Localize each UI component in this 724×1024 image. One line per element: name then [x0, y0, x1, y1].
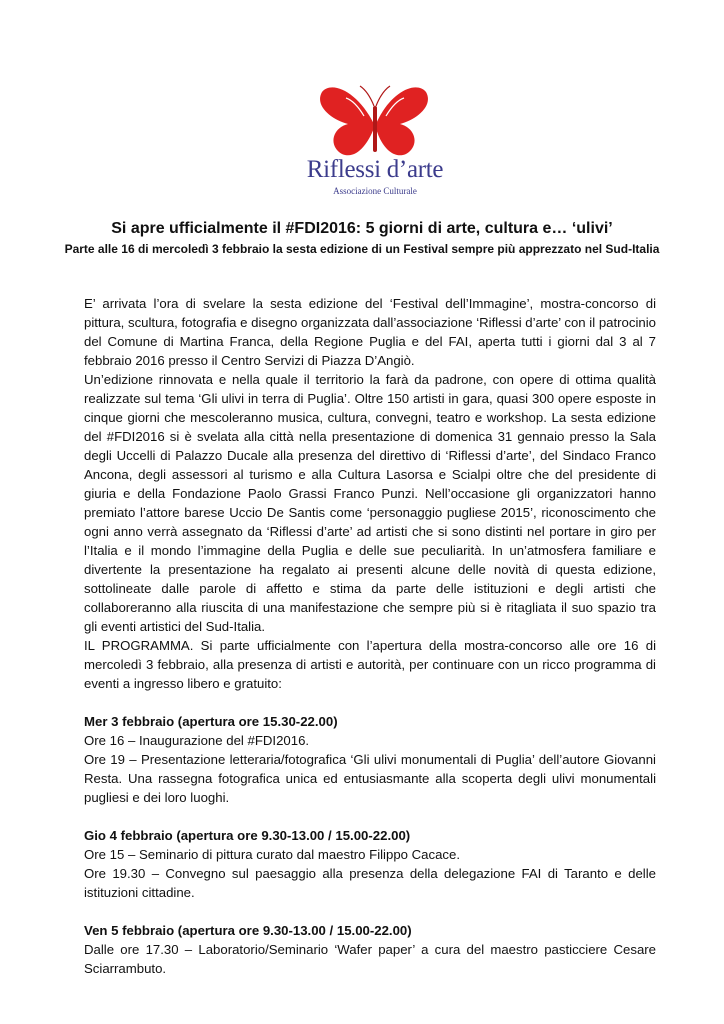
- logo-brand-name: Riflessi d’arte: [306, 156, 444, 183]
- list-item: Dalle ore 17.30 – Laboratorio/Seminario ‘Wafer paper’ a cura del maestro pasticciere Cesare Sciarrambuto.: [84, 942, 656, 976]
- paragraph: E’ arrivata l’ora di svelare la sesta edizione del ‘Festival dell’Immagine’, mostra-concorso di pittura, scultura, fotografia e disegno organizzata dall’associazione ‘Riflessi d’arte’ con il patrocinio del Comune di Martina Franca, della Regione Puglia e del FAI, aperta tutti i giorni dal 3 al 7 febbraio 2016 presso il Centro Servizi di Piazza D’Angiò.: [84, 296, 657, 368]
- list-item: Ore 15 – Seminario di pittura curato dal maestro Filippo Cacace.: [84, 847, 461, 862]
- logo-subtitle: Associazione Culturale: [333, 186, 417, 196]
- paragraph: Un’edizione rinnovata e nella quale il territorio la farà da padrone, con opere di ottima qualità realizzate sul tema ‘Gli ulivi in terra di Puglia’. Oltre 150 artisti in gara, quasi 300 opere esposte in cinque giorni che mescoleranno musica, cultura, convegni, teatro e workshop. La sesta edizione del #FDI2016 si è svelata alla città nella presentazione di domenica 31 gennaio presso la Sala degli Uccelli di Palazzo Ducale alla presenza del direttivo di ‘Riflessi d’arte’, del Sindaco Franco Ancona, degli assessori al turismo e alla Cultura Lasorsa e Scialpi oltre che del presidente di giuria e della Fondazione Paolo Grassi Franco Punzi. Nell’occasione gli organizzatori hanno premiato l’attore barese Uccio De Santis come ‘personaggio pugliese 2015’, riconoscimento che ogni anno verrà assegnato da ‘Riflessi d’arte’ ad artisti che si sono distinti nel portare in giro per l’Italia e il mondo l’immagine della Puglia e delle sue peculiarità. In un’atmosfera familiare e divertente la presentazione ha regalato ai presenti alcune delle novità di questa edizione, sottolineate dalle parole di affetto e stima da parte delle istituzioni e degli artisti che collaboreranno alla riuscita di una manifestazione che sempre più si è ritagliata il suo spazio tra gli eventi artistici del Sud-Italia.: [84, 372, 656, 634]
- day-heading: Ven 5 febbraio (apertura ore 9.30-13.00 / 15.00-22.00): [84, 923, 412, 938]
- list-item: Ore 19.30 – Convegno sul paesaggio alla presenza della delegazione FAI di Taranto e delle istituzioni cittadine.: [84, 866, 656, 900]
- butterfly-logo-icon: [318, 84, 432, 160]
- page-title: Si apre ufficialmente il #FDI2016: 5 giorni di arte, cultura e… ‘ulivi’: [111, 220, 613, 237]
- list-item: Ore 16 – Inaugurazione del #FDI2016.: [84, 733, 310, 748]
- list-item: Ore 19 – Presentazione letteraria/fotografica ‘Gli ulivi monumentali di Puglia’ dell’autore Giovanni Resta. Una rassegna fotografica unica ed entusiasmante alla scoperta degli ulivi monumentali pugliesi e dei loro luoghi.: [84, 752, 656, 805]
- riflessi-darte-logo: [300, 84, 450, 200]
- day-heading: Gio 4 febbraio (apertura ore 9.30-13.00 / 15.00-22.00): [84, 828, 411, 843]
- article-body: [84, 294, 656, 978]
- day-heading: Mer 3 febbraio (apertura ore 15.30-22.00): [84, 714, 338, 729]
- paragraph: IL PROGRAMMA. Si parte ufficialmente con l’apertura della mostra-concorso alle ore 16 di mercoledì 3 febbraio, alla presenza di artisti e autorità, per continuare con un ricco programma di eventi a ingresso libero e gratuito:: [84, 638, 656, 691]
- page-subtitle: Parte alle 16 di mercoledì 3 febbraio la sesta edizione di un Festival sempre più apprezzato nel Sud-Italia: [64, 242, 660, 256]
